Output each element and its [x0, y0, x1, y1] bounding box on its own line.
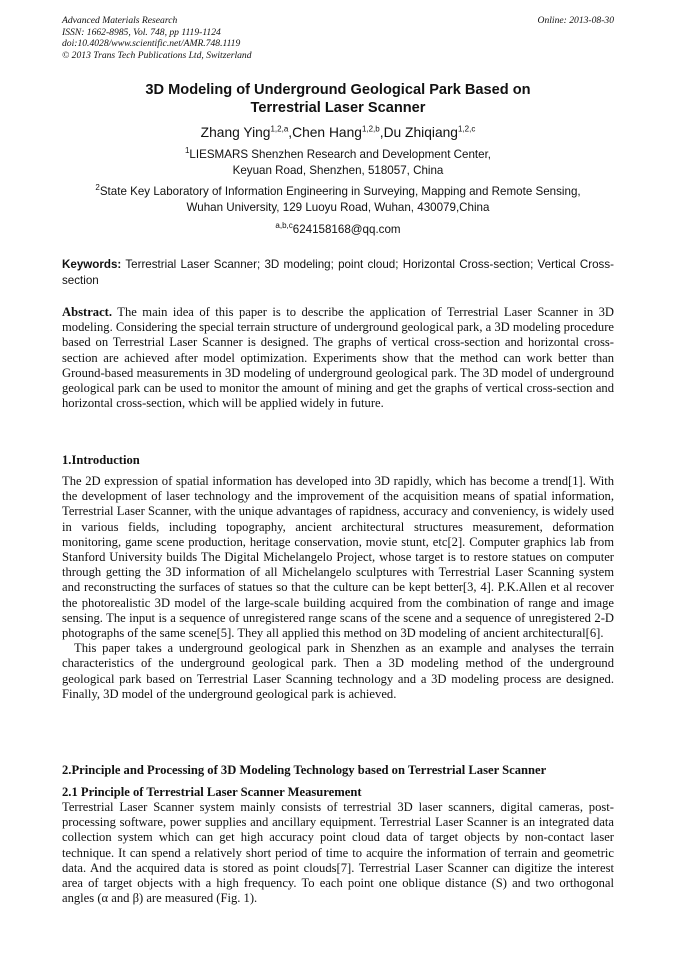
email-address: 624158168@qq.com [292, 223, 401, 236]
keywords-label: Keywords: [62, 258, 122, 271]
author-affiliation-mark: 1,2,b [361, 124, 380, 134]
section-2-1-body [62, 800, 614, 906]
copyright-line: © 2013 Trans Tech Publications Ltd, Switzerland [62, 49, 252, 61]
section-2-heading: 2.Principle and Processing of 3D Modeling Technology based on Terrestrial Laser Scanner [62, 763, 547, 777]
affiliation-2-line-2: Wuhan University, 129 Luoyu Road, Wuhan, 430079,China [186, 201, 490, 214]
paragraph: Terrestrial Laser Scanner system mainly consists of terrestrial 3D laser scanners, digital cameras, post-processing software, power supplies and ancillary equipment. Terrestrial Laser Scanner is an integrated data collection system which can get high accuracy point cloud data of target objects by non-contact laser technique. It can spend a relatively short period of time to acquire the information of terrain and geometric data. And the acquired data is stored as point clouds[7]. Terrestrial Laser Scanner can digitize the interest area of target objects with a high frequency. To each point one oblique distance (S) and two orthogonal angles (α and β) are measured (Fig. 1). [62, 800, 614, 906]
title-line-2: Terrestrial Laser Scanner [250, 100, 426, 116]
author-separator: , [379, 125, 384, 140]
online-date: Online: 2013-08-30 [537, 15, 614, 26]
author-separator: , [288, 125, 293, 140]
affiliation-1-mark: 1 [184, 146, 190, 156]
journal-name: Advanced Materials Research [62, 15, 178, 26]
affiliation-1 [62, 147, 614, 179]
keywords [62, 257, 614, 288]
abstract [62, 305, 614, 411]
doi-line: doi:10.4028/www.scientific.net/AMR.748.1119 [62, 38, 241, 50]
paper-title [62, 81, 614, 117]
paragraph: This paper takes a underground geological park in Shenzhen as an example and analyses the terrain characteristics of the underground geological park. Then a 3D modeling method of the underground geological park based on Terrestrial Laser Scanning technology and a 3D modeling process are designed. Finally, 3D model of the underground geological park is achieved. [62, 641, 614, 701]
author-affiliation-mark: 1,2,a [270, 124, 289, 134]
author-name: Chen Hang [292, 125, 362, 140]
affiliation-2-mark: 2 [95, 183, 100, 193]
section-1-heading: 1.Introduction [62, 453, 140, 467]
keywords-text: Terrestrial Laser Scanner; 3D modeling; point cloud; Horizontal Cross-section; Vertical Cross-section [62, 258, 614, 287]
affiliation-1-line-2: Keyuan Road, Shenzhen, 518057, China [232, 164, 444, 177]
issn-line: ISSN: 1662-8985, Vol. 748, pp 1119-1124 [62, 26, 221, 38]
abstract-text: The main idea of this paper is to describe the application of Terrestrial Laser Scanner in 3D modeling. Considering the special terrain structure of underground geological park, a 3D modeling procedure based on Terrestrial Laser Scanner is designed. The graphs of vertical cross-section and horizontal cross-section are achieved after model optimization. Experiments show that the method can work better than Ground-based measurements in 3D modeling of underground geological park. The 3D model of underground geological park can be used to monitor the amount of mining and get the graphs of vertical cross-section and horizontal cross-section, which will be applied widely in future. [62, 305, 614, 411]
contact-email [62, 222, 614, 237]
author-list [62, 125, 614, 141]
affiliation-2-line-1: State Key Laboratory of Information Engineering in Surveying, Mapping and Remote Sensing, [99, 185, 581, 198]
title-line-1: 3D Modeling of Underground Geological Park Based on [145, 82, 531, 98]
email-mark: a,b,c [275, 221, 293, 231]
affiliation-2 [62, 184, 614, 216]
paragraph: The 2D expression of spatial information has developed into 3D rapidly, which has become a trend[1]. With the development of laser technology and the improvement of the acquisition means of spatial information, Terrestrial Laser Scanner, with the unique advantages of rapidness, accuracy and conveniency, is widely used in various fields, including topography, ancient architectural structures measurement, deformation monitoring, game scene production, heritage conservation, movie stunt, etc[2]. Computer graphics lab from Stanford University builds The Digital Michelangelo Project, whose target is to restore statues on computer through getting the 3D information of all Michelangelo sculptures with Terrestrial Laser Scanning system and reconstructing the surfaces of statues so that the culture can be kept better[3, 4]. P.K.Allen et al recover the photorealistic 3D model of the large-scale building acquired from the combination of range and image sensing. The input is a sequence of unregistered range scans of the scene and a sequence of unregistered 2-D photographs of the same scene[5]. They all applied this method on 3D modeling of ancient architectural[6]. [62, 474, 614, 641]
author-name: Du Zhiqiang [383, 125, 458, 140]
abstract-label: Abstract. [62, 305, 113, 319]
author-affiliation-mark: 1,2,c [457, 124, 476, 134]
section-2-1-heading: 2.1 Principle of Terrestrial Laser Scanner Measurement [62, 785, 362, 799]
journal-header [62, 15, 614, 61]
section-1-body [62, 474, 614, 702]
author-name: Zhang Ying [200, 125, 271, 140]
affiliation-1-line-1: LIESMARS Shenzhen Research and Development Center, [189, 148, 492, 161]
